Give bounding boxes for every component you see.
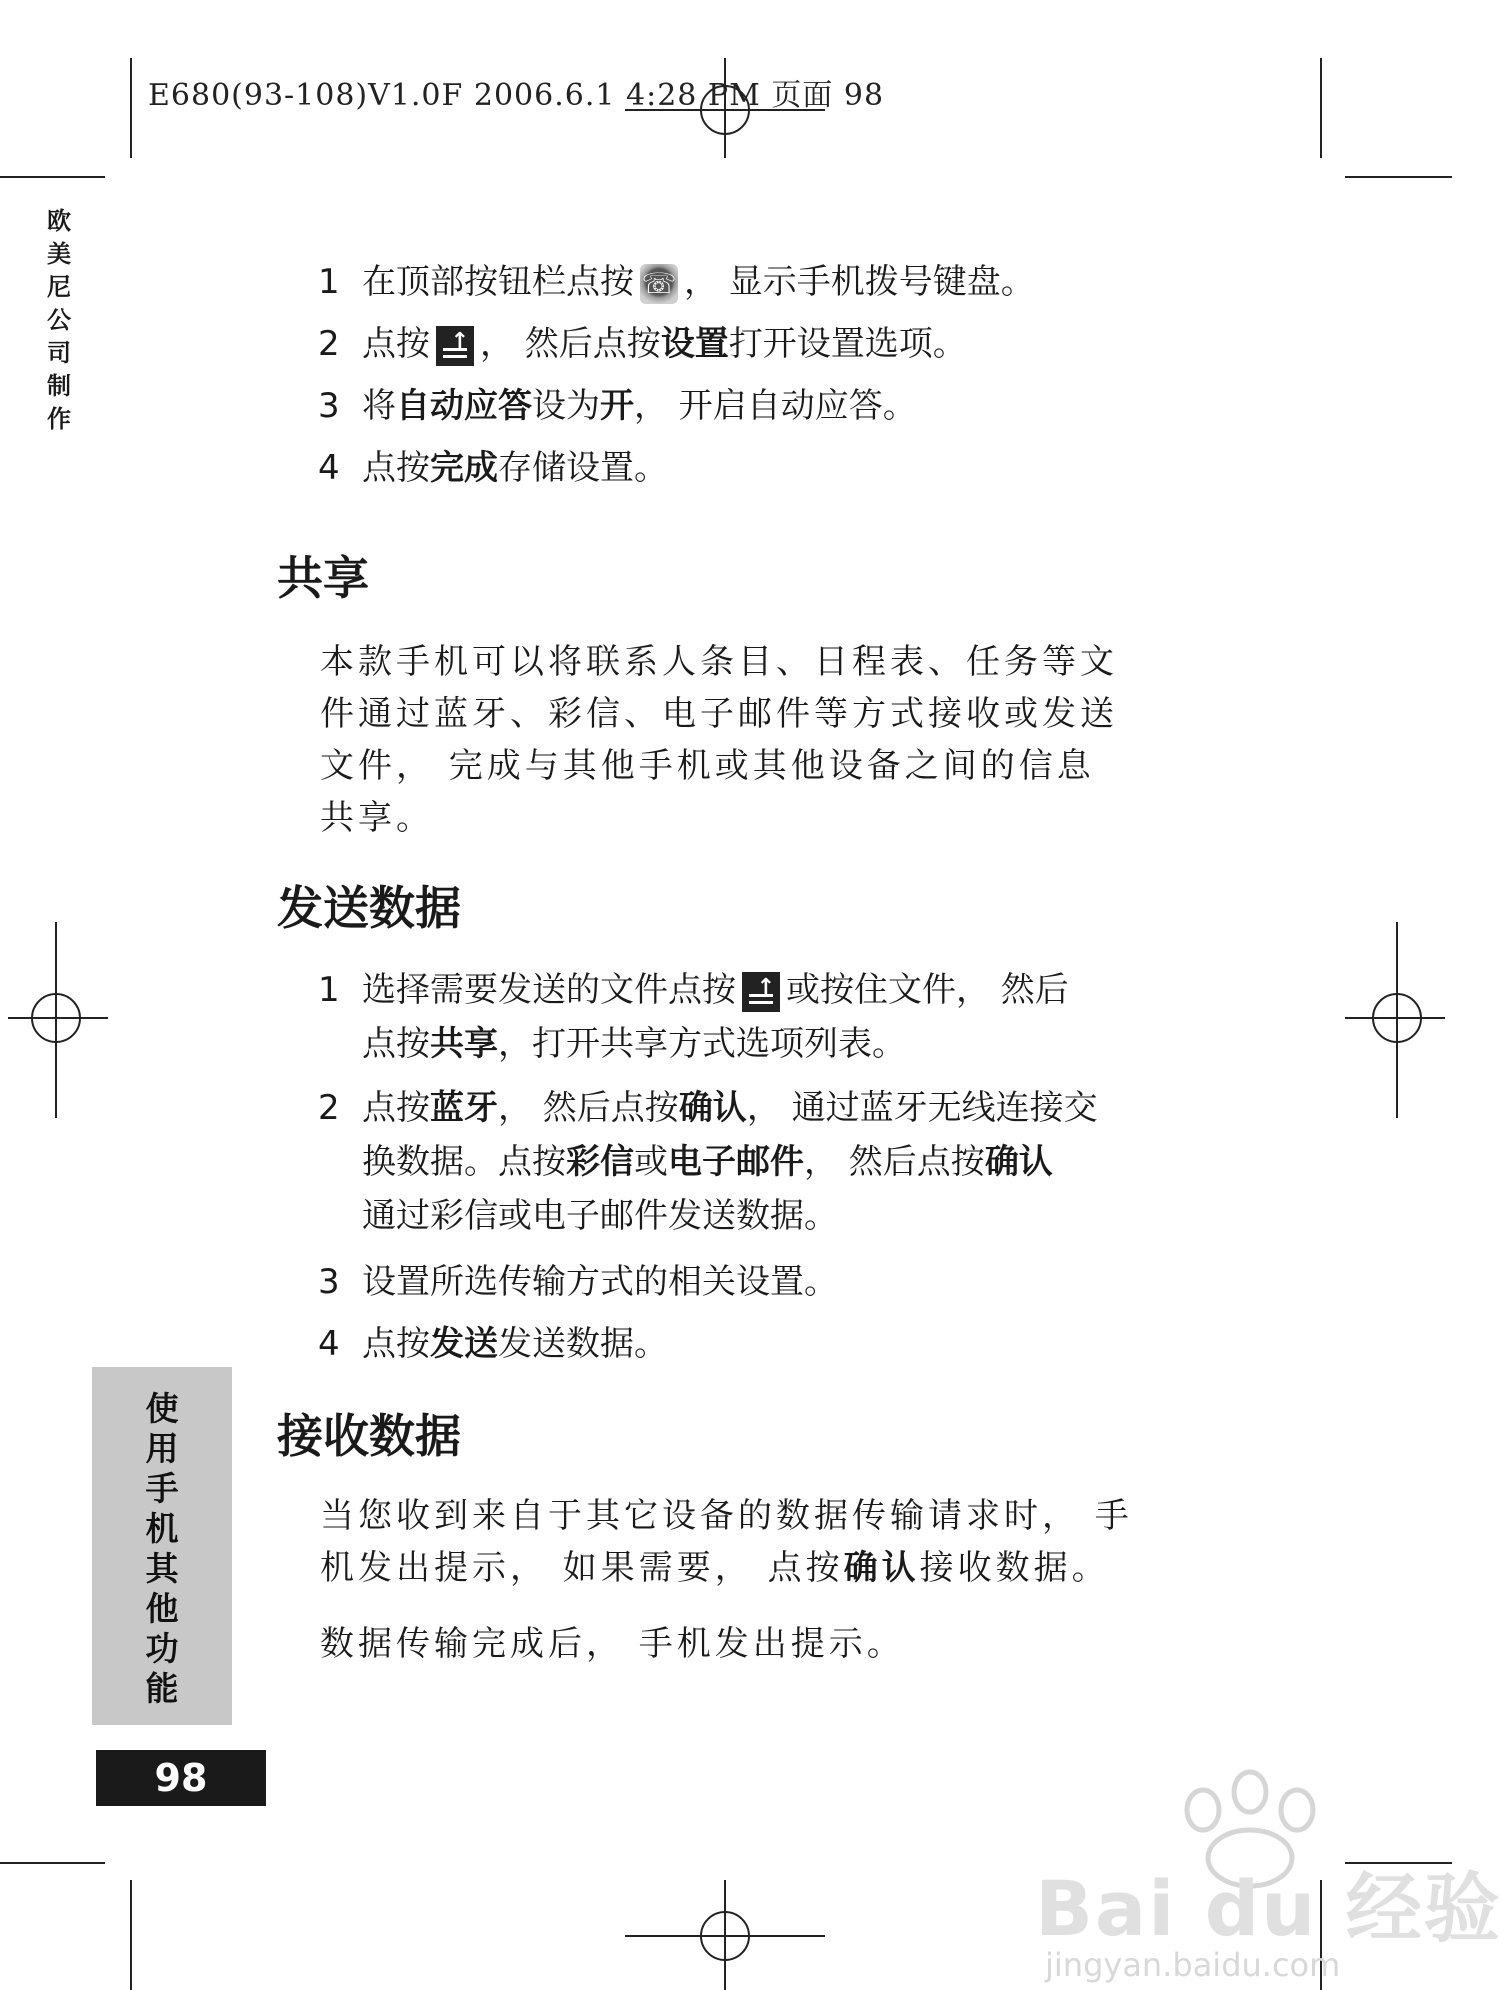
list-number: 1	[318, 262, 340, 302]
crop-mark	[130, 58, 132, 158]
registration-mark-left	[8, 922, 108, 1118]
bold-term: 彩信	[566, 1142, 634, 1182]
list-number: 4	[318, 1324, 340, 1364]
bold-term: 确认	[843, 1548, 920, 1588]
paragraph-text: 机发出提示， 如果需要， 点按	[320, 1548, 844, 1588]
paragraph-line: 数据传输完成后， 手机发出提示。	[320, 1624, 905, 1664]
list-text: 点按	[362, 1088, 430, 1128]
list-text: ， 然后点按	[498, 1088, 679, 1128]
registration-mark-right	[1345, 922, 1445, 1118]
crop-mark	[1345, 176, 1452, 178]
list-text: 存储设置。	[498, 448, 668, 488]
bold-term: 发送	[430, 1324, 498, 1364]
section-heading-share: 共享	[277, 551, 369, 605]
chapter-side-tab	[92, 1367, 232, 1725]
list-text: 选择需要发送的文件点按	[362, 970, 736, 1010]
bold-term: 蓝牙	[430, 1088, 498, 1128]
list-number: 1	[318, 970, 340, 1010]
paragraph-line	[320, 1542, 1170, 1594]
list-text: 将	[362, 386, 396, 426]
receive-paragraph-2	[320, 1618, 1170, 1670]
list-text: ， 然后点按	[480, 324, 661, 364]
bold-term: 电子邮件	[668, 1142, 804, 1182]
side-credit: 欧美尼公司制作	[47, 207, 71, 433]
crop-mark	[0, 176, 105, 178]
paragraph-text: 接收数据。	[919, 1548, 1110, 1588]
list-text: 点按	[362, 1024, 430, 1064]
list-text: 通过彩信或电子邮件发送数据。	[362, 1196, 838, 1236]
bold-term: 确认	[984, 1142, 1053, 1182]
bold-term: 设置	[660, 324, 729, 364]
watermark-logo-text: Bai du 经验	[1035, 1864, 1502, 1953]
bold-term: 开	[600, 386, 634, 426]
list-text: 点按	[362, 1324, 430, 1364]
bold-term: 完成	[430, 448, 498, 488]
list-text: ， 通过蓝牙无线连接交	[746, 1088, 1098, 1128]
registration-mark-bottom	[625, 1880, 825, 1990]
paragraph-line: 本款手机可以将联系人条目、日程表、任务等文	[320, 642, 1118, 682]
list-text: 在顶部按钮栏点按	[362, 262, 634, 302]
chapter-side-tab-label: 使用手机其他功能	[145, 1389, 179, 1708]
list-text: 或	[634, 1142, 668, 1182]
list-number: 2	[318, 1088, 340, 1128]
list-text: 发送数据。	[498, 1324, 668, 1364]
list-text: 或按住文件， 然后	[786, 970, 1069, 1010]
menu-icon	[436, 326, 474, 366]
list-text: 换数据。点按	[362, 1142, 566, 1182]
crop-mark	[1320, 58, 1322, 158]
page-number: 98	[96, 1750, 266, 1806]
list-number: 2	[318, 324, 340, 364]
share-paragraph	[320, 636, 1170, 844]
paragraph-line: 共享。	[320, 798, 434, 838]
list-number: 3	[318, 386, 340, 426]
crop-mark	[0, 1862, 105, 1864]
menu-icon	[742, 972, 780, 1012]
paragraph-line: 当您收到来自于其它设备的数据传输请求时， 手	[320, 1496, 1133, 1536]
bold-term: 共享	[430, 1024, 498, 1064]
list-text: ， 然后点按	[804, 1142, 985, 1182]
list-text: 点按	[362, 324, 430, 364]
phone-dialer-icon	[640, 264, 678, 304]
crop-mark	[130, 1880, 132, 1990]
list-text: ， 显示手机拨号键盘。	[684, 262, 1035, 302]
print-header: E680(93-108)V1.0F 2006.6.1 4:28 PM 页面 98	[148, 78, 885, 113]
list-text: 打开设置选项。	[728, 324, 967, 364]
list-number: 3	[318, 1262, 340, 1302]
section-heading-send: 发送数据	[277, 881, 461, 935]
bold-term: 确认	[678, 1088, 747, 1128]
list-number: 4	[318, 448, 340, 488]
paragraph-line: 文件， 完成与其他手机或其他设备之间的信息	[320, 746, 1095, 786]
list-text: ， 开启自动应答。	[634, 386, 917, 426]
section-heading-receive: 接收数据	[277, 1409, 461, 1463]
list-text: 设为	[532, 386, 600, 426]
list-text: ，打开共享方式选项列表。	[498, 1024, 906, 1064]
list-text: 设置所选传输方式的相关设置。	[362, 1262, 838, 1302]
receive-paragraph	[320, 1490, 1170, 1594]
watermark-url: jingyan.baidu.com	[1045, 1946, 1341, 1984]
baidu-watermark	[1035, 1770, 1502, 1984]
list-text: 点按	[362, 448, 430, 488]
bold-term: 自动应答	[396, 386, 532, 426]
paragraph-line: 件通过蓝牙、彩信、电子邮件等方式接收或发送	[320, 694, 1118, 734]
